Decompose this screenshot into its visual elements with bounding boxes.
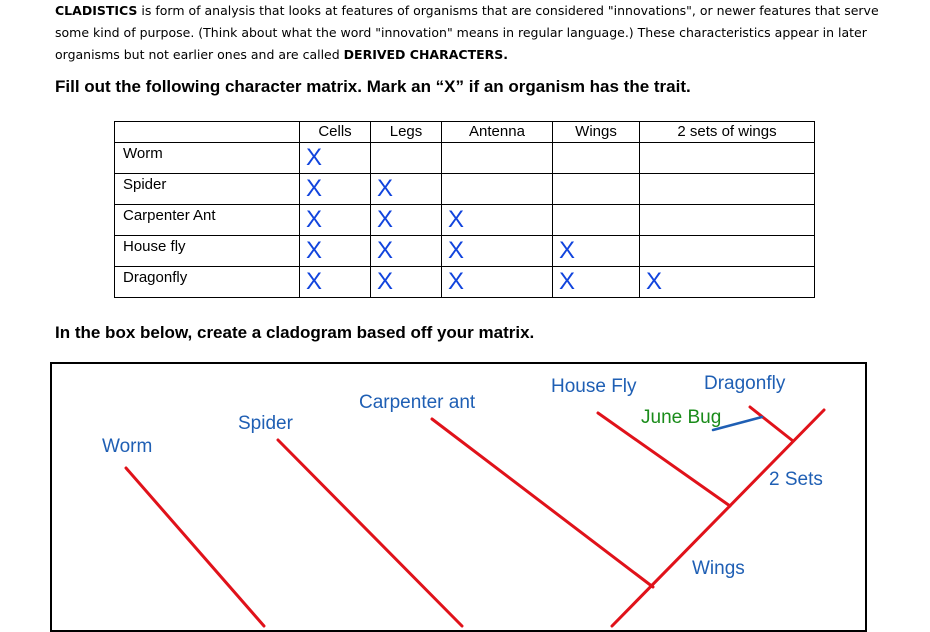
trait-cell[interactable] — [553, 174, 640, 205]
matrix-header-cell — [115, 122, 300, 143]
matrix-header-cell: 2 sets of wings — [640, 122, 815, 143]
organism-cell[interactable]: House fly — [115, 236, 300, 267]
label-carpenter-ant: Carpenter ant — [359, 392, 476, 413]
main-trunk — [612, 410, 824, 626]
intro-text: is form of analysis that looks at features of organisms that are considered "innovations", or newer features that serve some kind of purpose. (Think about what the word "innovation" means in regular language.) These characteristics appear in later organisms but not earlier ones and are called — [55, 3, 879, 62]
trait-cell[interactable] — [640, 174, 815, 205]
matrix-row — [115, 267, 815, 298]
trait-cell[interactable] — [442, 143, 553, 174]
trait-cell[interactable]: X — [553, 267, 640, 298]
trait-cell[interactable] — [553, 143, 640, 174]
matrix-row — [115, 205, 815, 236]
label-house-fly: House Fly — [551, 376, 637, 397]
intro-paragraph — [55, 0, 915, 66]
intro-bold-term: CLADISTICS — [55, 3, 138, 18]
matrix-header-cell: Legs — [371, 122, 442, 143]
label-june-bug: June Bug — [641, 407, 722, 428]
trait-cell[interactable] — [442, 174, 553, 205]
trait-cell[interactable] — [553, 205, 640, 236]
label-dragonfly: Dragonfly — [704, 373, 786, 394]
trait-cell[interactable]: X — [442, 267, 553, 298]
matrix-header-cell: Cells — [300, 122, 371, 143]
trait-cell[interactable]: X — [300, 143, 371, 174]
carpenter-ant-branch — [432, 419, 653, 587]
trait-cell[interactable]: X — [371, 174, 442, 205]
trait-cell[interactable]: X — [640, 267, 815, 298]
organism-cell[interactable]: Dragonfly — [115, 267, 300, 298]
matrix-row — [115, 143, 815, 174]
matrix-instruction-heading: Fill out the following character matrix. Mark an “X” if an organism has the trait. — [55, 77, 691, 96]
trait-cell[interactable]: X — [442, 205, 553, 236]
trait-cell[interactable] — [640, 143, 815, 174]
matrix-header-cell: Antenna — [442, 122, 553, 143]
trait-cell[interactable]: X — [300, 174, 371, 205]
label-spider: Spider — [238, 413, 293, 434]
matrix-header-row — [115, 122, 815, 143]
trait-cell[interactable] — [640, 236, 815, 267]
trait-cell[interactable]: X — [442, 236, 553, 267]
cladogram-box[interactable] — [50, 362, 867, 632]
matrix-row — [115, 174, 815, 205]
trait-cell[interactable]: X — [300, 236, 371, 267]
spider-branch — [278, 440, 462, 626]
trait-cell[interactable] — [371, 143, 442, 174]
trait-cell[interactable]: X — [300, 267, 371, 298]
trait-cell[interactable]: X — [371, 236, 442, 267]
label-wings: Wings — [692, 558, 745, 579]
intro-bold-term-2: DERIVED CHARACTERS. — [343, 47, 509, 62]
cladogram-instruction-heading: In the box below, create a cladogram based off your matrix. — [55, 323, 535, 342]
label-two-sets: 2 Sets — [769, 469, 823, 490]
label-worm: Worm — [102, 436, 153, 457]
matrix-row — [115, 236, 815, 267]
trait-cell[interactable]: X — [371, 205, 442, 236]
trait-cell[interactable] — [640, 205, 815, 236]
worm-branch — [126, 468, 264, 626]
organism-cell[interactable]: Carpenter Ant — [115, 205, 300, 236]
organism-cell[interactable]: Worm — [115, 143, 300, 174]
trait-cell[interactable]: X — [371, 267, 442, 298]
trait-cell[interactable]: X — [553, 236, 640, 267]
character-matrix — [114, 121, 815, 298]
matrix-header-cell: Wings — [553, 122, 640, 143]
organism-cell[interactable]: Spider — [115, 174, 300, 205]
dragonfly-branch — [750, 407, 793, 441]
trait-cell[interactable]: X — [300, 205, 371, 236]
